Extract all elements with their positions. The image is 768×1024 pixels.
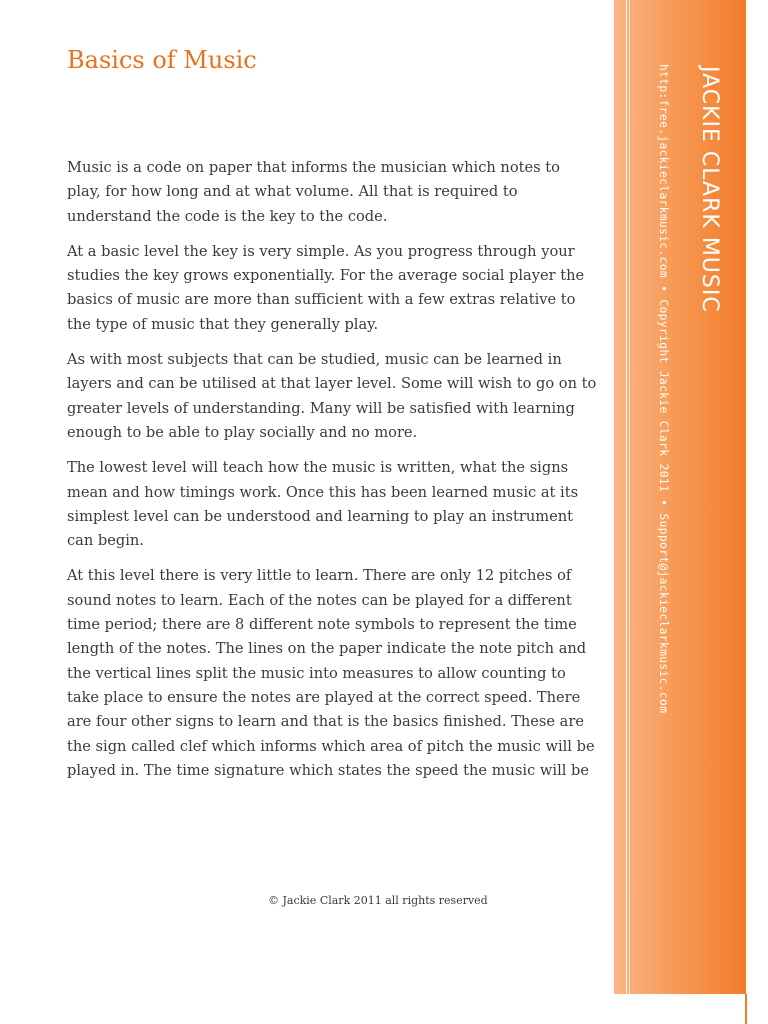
sidebar-band [614, 0, 746, 994]
page-title: Basics of Music [67, 46, 257, 74]
sidebar-divider [626, 0, 627, 994]
copyright-text: © Jackie Clark 2011 all rights reserved [268, 894, 488, 907]
paragraph: The lowest level will teach how the music is written, what the signs mean and how timings work. Once this has been learned music at its simplest level can be understood and learning to play an instrument can begin. [67, 459, 579, 550]
contact-line: http:free.jackieclarkmusic.com • Copyright Jackie Clark 2011 • Support@jackieclarkmusic.com [657, 64, 670, 714]
sidebar-divider-secondary [629, 0, 630, 994]
paragraph: At this level there is very little to learn. There are only 12 pitches of sound notes to learn. Each of the notes can be played for a different time period; there are 8 different note symbols to represent the time length of the notes. The lines on the paper indicate the note pitch and the vertical lines split the music into measures to allow counting to take place to ensure the notes are played at the correct speed. There are four other signs to learn and that is the basics finished. These are the sign called clef which informs which area of pitch the music will be played in. The time signature which states the speed the music will be [67, 567, 595, 779]
page-edge-mark [745, 994, 747, 1024]
body-text [67, 156, 597, 794]
brand-name: JACKIE CLARK MUSIC [697, 66, 722, 313]
paragraph: Music is a code on paper that informs the musician which notes to play, for how long and at what volume. All that is required to understand the code is the key to the code. [67, 159, 560, 225]
paragraph: As with most subjects that can be studied, music can be learned in layers and can be utilised at that layer level. Some will wish to go on to greater levels of understanding. Many will be satisfied with learning enough to be able to play socially and no more. [67, 351, 597, 441]
paragraph: At a basic level the key is very simple. As you progress through your studies the key grows exponentially. For the average social player the basics of music are more than sufficient with a few extras relative to the type of music that they generally play. [67, 242, 585, 333]
